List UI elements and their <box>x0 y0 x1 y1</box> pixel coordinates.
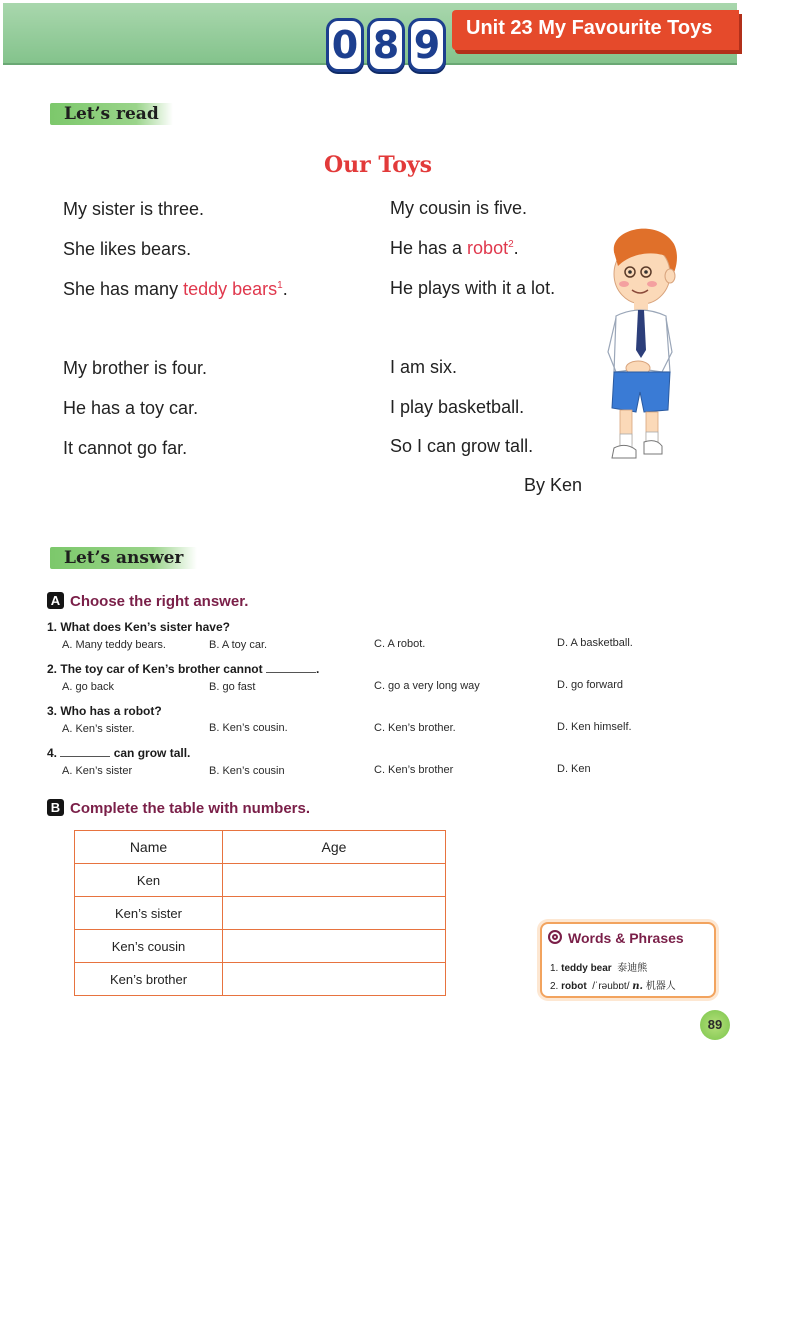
option-a[interactable]: A. go back <box>62 681 114 693</box>
part-b-heading <box>47 799 310 817</box>
option-a[interactable]: A. Many teddy bears. <box>62 639 166 651</box>
option-d[interactable]: D. go forward <box>557 679 624 691</box>
target-circle-icon <box>548 930 562 944</box>
table-header-row <box>75 831 446 864</box>
option-d[interactable]: D. Ken himself. <box>557 721 632 733</box>
question-2 <box>47 662 319 676</box>
age-cell[interactable] <box>223 930 446 963</box>
word-item <box>550 977 676 992</box>
unit-number-digit: 0 <box>326 18 364 72</box>
story-author: By Ken <box>524 475 583 495</box>
story-text: . <box>513 238 519 258</box>
story-line: My sister is three. <box>63 199 205 219</box>
answer-blank[interactable] <box>60 746 110 757</box>
option-c[interactable]: C. go a very long way <box>374 680 480 692</box>
option-c[interactable]: C. A robot. <box>374 638 426 650</box>
question-number: 4. <box>47 746 58 760</box>
name-cell: Ken’s sister <box>75 897 223 930</box>
story-line: She likes bears. <box>63 239 192 259</box>
column-header-name: Name <box>75 831 223 864</box>
footnote-marker: 1 <box>277 280 283 291</box>
name-cell: Ken’s brother <box>75 963 223 996</box>
option-b[interactable]: B. go fast <box>209 681 256 693</box>
option-a[interactable]: A. Ken’s sister. <box>62 723 135 735</box>
story-text: . <box>282 279 288 299</box>
story-line: I play basketball. <box>390 397 525 417</box>
story-line-cousin-has <box>390 237 519 259</box>
word-term: robot <box>561 981 587 992</box>
question-text: Who has a robot? <box>60 704 162 718</box>
word-number: 2. <box>550 981 559 992</box>
option-d[interactable]: D. A basketball. <box>557 637 633 649</box>
option-c[interactable]: C. Ken’s brother <box>374 764 454 776</box>
question-suffix: . <box>315 662 320 676</box>
part-a-heading <box>47 592 248 610</box>
answer-blank[interactable] <box>266 662 316 673</box>
option-d[interactable]: D. Ken <box>557 763 591 775</box>
footnote-marker: 2 <box>508 239 514 250</box>
option-b[interactable]: B. Ken’s cousin. <box>209 722 288 734</box>
table-row <box>75 963 446 996</box>
table-row <box>75 897 446 930</box>
story-line: I am six. <box>390 357 458 377</box>
age-cell[interactable] <box>223 864 446 897</box>
age-cell[interactable] <box>223 897 446 930</box>
question-number: 1. <box>47 620 58 634</box>
word-number: 1. <box>550 963 559 974</box>
word-meaning: 泰迪熊 <box>617 963 648 974</box>
story-line: My brother is four. <box>63 358 208 378</box>
part-b-badge: B <box>47 799 64 816</box>
story-title: Our Toys <box>323 152 433 178</box>
name-cell: Ken <box>75 864 223 897</box>
question-4 <box>47 746 190 760</box>
word-term: teddy bear <box>561 963 612 974</box>
words-phrases-title <box>548 930 684 946</box>
question-text: can grow tall. <box>113 746 191 760</box>
table-row <box>75 930 446 963</box>
age-table <box>74 830 446 996</box>
word-item <box>550 959 647 974</box>
story-line: He has a toy car. <box>63 398 199 418</box>
lets-answer-banner: Let’s answer <box>50 547 197 569</box>
unit-number <box>326 18 446 72</box>
story-line: It cannot go far. <box>63 438 188 458</box>
lets-read-banner: Let’s read <box>50 103 173 125</box>
question-text: What does Ken’s sister have? <box>60 620 230 634</box>
column-header-age: Age <box>223 831 446 864</box>
option-c[interactable]: C. Ken’s brother. <box>374 722 456 734</box>
part-b-instruction: Complete the table with numbers. <box>70 800 311 817</box>
story-text: He has a <box>390 238 468 258</box>
word-part-of-speech: n. <box>632 981 644 992</box>
option-b[interactable]: B. A toy car. <box>209 639 268 651</box>
word-phonetic: /ˈrəubɒt/ <box>592 981 630 992</box>
question-number: 3. <box>47 704 58 718</box>
part-a-badge: A <box>47 592 64 609</box>
part-a-instruction: Choose the right answer. <box>70 593 249 610</box>
page-number: 89 <box>700 1010 730 1040</box>
question-number: 2. <box>47 662 58 676</box>
words-phrases-title-text: Words & Phrases <box>568 930 684 946</box>
unit-number-digit: 9 <box>408 18 446 72</box>
age-cell[interactable] <box>223 963 446 996</box>
option-a[interactable]: A. Ken’s sister <box>62 765 133 777</box>
question-text: The toy car of Ken’s brother cannot <box>60 662 263 676</box>
story-text: She has many <box>63 279 184 299</box>
keyword-robot: robot <box>467 238 509 258</box>
story-line: So I can grow tall. <box>390 436 534 456</box>
story-line: My cousin is five. <box>390 198 528 218</box>
boy-illustration <box>600 222 684 472</box>
unit-title: Unit 23 My Favourite Toys <box>466 17 713 39</box>
question-1 <box>47 620 230 634</box>
word-meaning: 机器人 <box>645 981 676 992</box>
unit-number-digit: 8 <box>367 18 405 72</box>
name-cell: Ken’s cousin <box>75 930 223 963</box>
table-row <box>75 864 446 897</box>
story-line-sister-has <box>63 278 288 300</box>
story-line: He plays with it a lot. <box>390 278 556 298</box>
question-3 <box>47 704 162 718</box>
keyword-teddy-bears: teddy bears <box>183 279 278 299</box>
option-b[interactable]: B. Ken’s cousin <box>209 765 285 777</box>
